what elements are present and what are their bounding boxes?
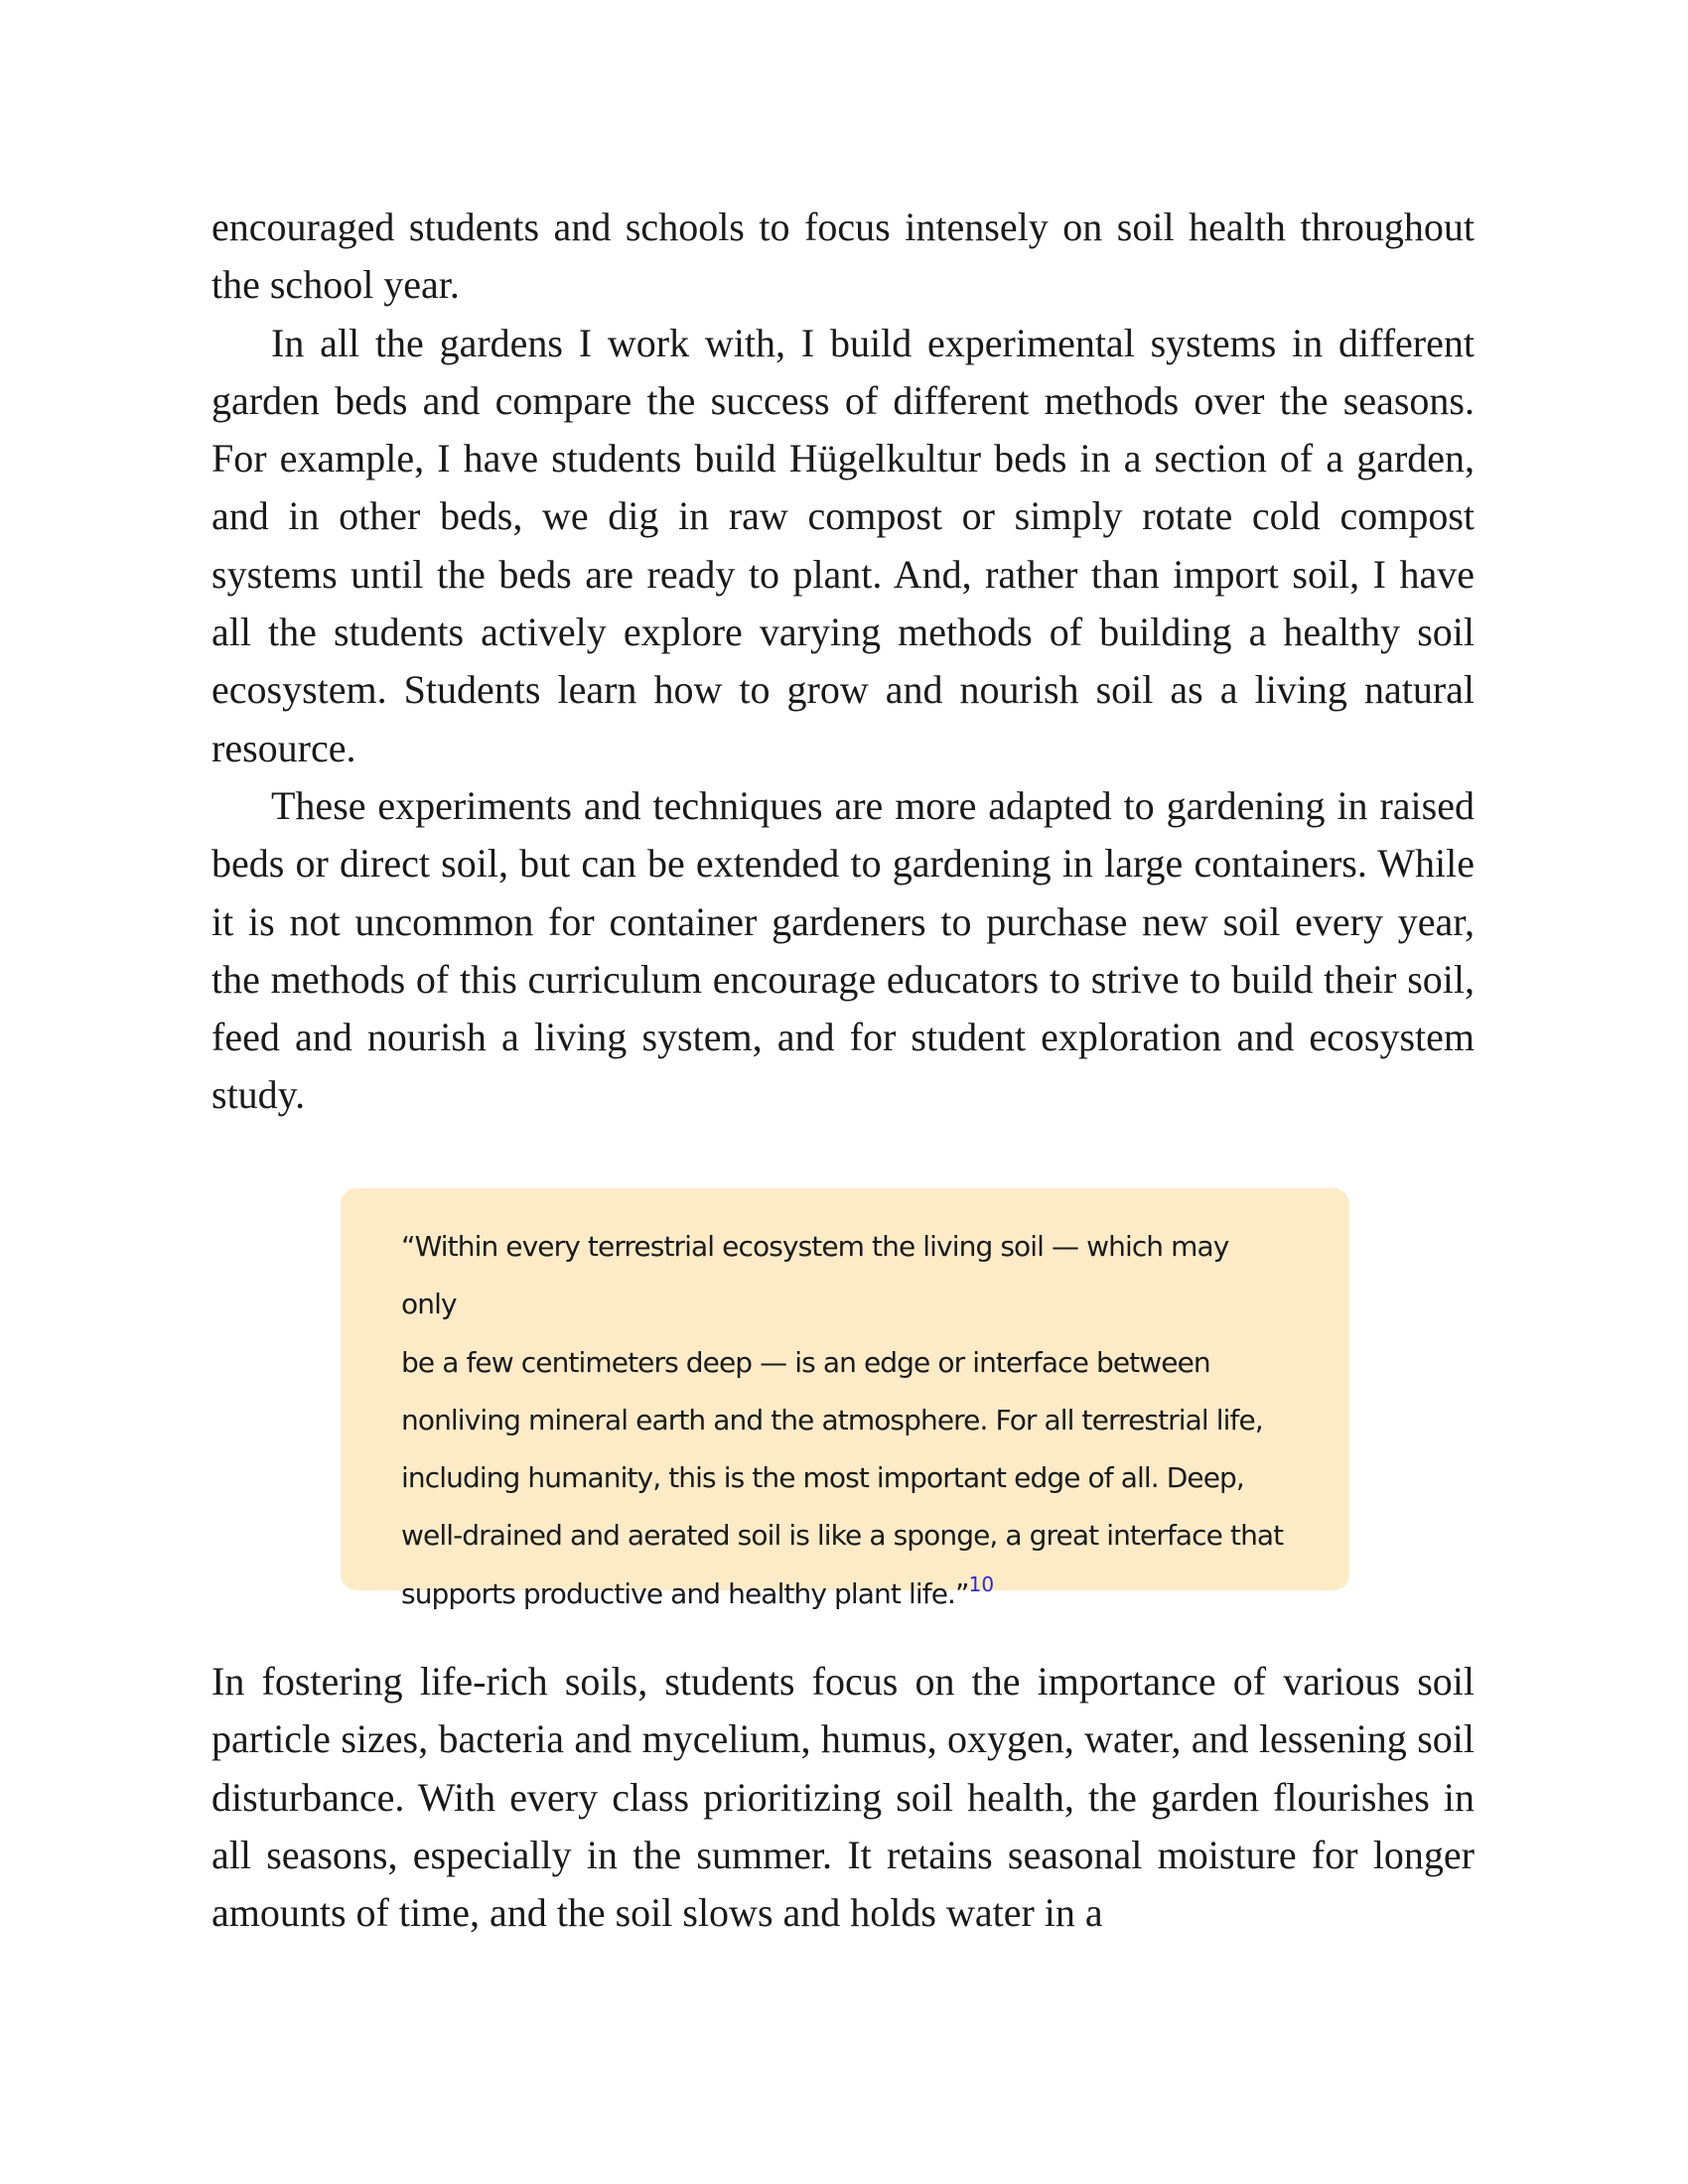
text-line: For example, I have students build Hügelkultur beds in a section of a (211, 436, 1344, 481)
quote-text (401, 1218, 1290, 1625)
text-line: exploration and ecosystem study. (211, 1015, 1475, 1118)
paragraph-continued (211, 199, 1475, 315)
text-line: In fostering life-rich soils, students focus on the importance of various soil (211, 1659, 1475, 1704)
text-line: throughout the school year. (211, 205, 1475, 308)
paragraph-fostering (211, 1653, 1475, 1942)
quote-line: including humanity, this is the most important edge of all. Deep, (401, 1461, 1244, 1495)
text-line: healthy soil ecosystem. Students learn how to grow and nourish soil as a (211, 610, 1476, 713)
text-line: moisture for longer amounts of time, and the soil slows and holds water in a (211, 1832, 1476, 1936)
text-line: containers. While it is not uncommon for container gardeners to purchase (211, 841, 1476, 944)
text-line: garden beds and compare the success of different methods over the seasons. (211, 377, 1475, 423)
text-line: encouraged students and schools to focus intensely on soil health (211, 205, 1286, 249)
text-line: garden, and in other beds, we dig in raw compost or simply rotate cold (211, 436, 1476, 539)
text-line: raised beds or direct soil, but can be extended to gardening in large (211, 782, 1475, 887)
text-line: particle sizes, bacteria and mycelium, humus, oxygen, water, and lessening (211, 1716, 1407, 1762)
quote-callout-box (341, 1188, 1349, 1610)
quote-line: supports productive and healthy plant life.” (401, 1576, 969, 1610)
text-line: living natural resource. (211, 667, 1476, 770)
text-line: In all the gardens I work with, I build experimental systems in different (271, 320, 1475, 365)
text-line: soil, I have all the students actively explore varying methods of building a (211, 551, 1476, 655)
quote-line: be a few centimeters deep — is an edge or interface between (401, 1345, 1210, 1379)
body-text-top (211, 199, 1475, 1125)
body-text-bottom (211, 1653, 1475, 1942)
quote-line: well-drained and aerated soil is like a sponge, a great interface that (401, 1519, 1284, 1553)
quote-line: nonliving mineral earth and the atmosphere. For all terrestrial life, (401, 1403, 1263, 1436)
text-line: strive to build their soil, feed and nourish a living system, and for student (211, 956, 1475, 1060)
quote-line: “Within every terrestrial ecosystem the living soil — which may only (401, 1230, 1229, 1321)
text-line: These experiments and techniques are more adapted to gardening in (271, 782, 1368, 828)
paragraph-experiments (211, 777, 1475, 1125)
text-line: compost systems until the beds are ready to plant. And, rather than import (211, 493, 1476, 597)
text-line: new soil every year, the methods of this curriculum encourage educators to (211, 898, 1475, 1002)
footnote-reference-link[interactable]: 10 (968, 1571, 995, 1596)
paragraph-gardens (211, 315, 1475, 777)
text-line: flourishes in all seasons, especially in the summer. It retains seasonal (211, 1774, 1475, 1877)
text-line: soil disturbance. With every class prioritizing soil health, the garden (211, 1716, 1476, 1820)
